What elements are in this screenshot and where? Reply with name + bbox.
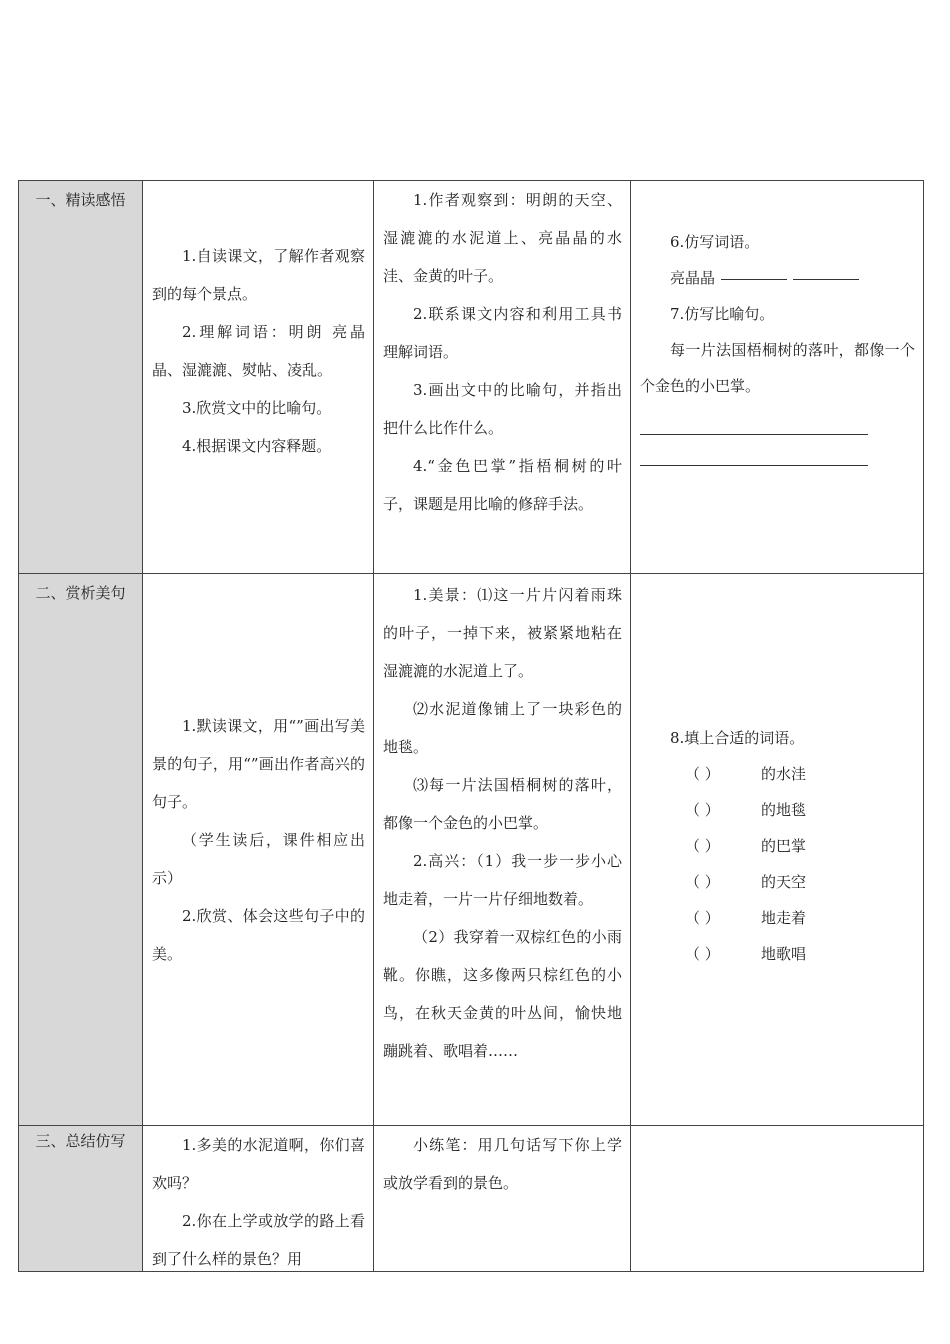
student-answer: 1.作者观察到：明朗的天空、湿漉漉的水泥道上、亮晶晶的水洼、金黄的叶子。 — [383, 191, 622, 285]
teacher-activity-cell — [143, 1126, 374, 1272]
teacher-step: （学生读后，课件相应出示） — [152, 831, 365, 887]
fill-word: 的地毯 — [761, 801, 807, 819]
practice-cell — [631, 1126, 924, 1272]
fill-item — [685, 900, 915, 936]
practice-sentence: 每一片法国梧桐树的落叶，都像一个个金色的小巴掌。 — [640, 341, 915, 395]
fill-parens: （ ） — [685, 765, 720, 783]
stage-label: 一、精读感悟 — [19, 181, 143, 574]
student-answer: 3.画出文中的比喻句，并指出把什么比作什么。 — [383, 381, 622, 437]
row-summary-writing — [19, 1126, 924, 1272]
stage-label: 三、总结仿写 — [19, 1126, 143, 1272]
fill-item — [685, 792, 915, 828]
practice-word: 亮晶晶 — [670, 269, 716, 287]
teacher-step: 3.欣赏文中的比喻句。 — [182, 399, 332, 417]
student-answer: 1.美景：⑴这一片片闪着雨珠的叶子，一掉下来，被紧紧地粘在湿漉漉的水泥道上了。 — [383, 586, 622, 680]
practice-question: 8.填上合适的词语。 — [670, 729, 805, 747]
teacher-step: 1.多美的水泥道啊，你们喜欢吗？ — [152, 1136, 365, 1192]
practice-word-row — [640, 260, 915, 296]
practice-cell — [631, 574, 924, 1126]
answer-line — [640, 414, 868, 435]
student-answer: ⑶每一片法国梧桐树的落叶，都像一个金色的小巴掌。 — [383, 776, 622, 832]
row-close-reading — [19, 181, 924, 574]
student-activity-cell — [374, 1126, 631, 1272]
fill-word: 地走着 — [761, 909, 807, 927]
fill-parens: （ ） — [685, 801, 720, 819]
student-answer: 2.高兴：（1）我一步一步小心地走着，一片一片仔细地数着。 — [383, 852, 622, 908]
fill-word: 的天空 — [761, 873, 807, 891]
stage-label: 二、赏析美句 — [19, 574, 143, 1126]
fill-item — [685, 828, 915, 864]
student-answer: 小练笔：用几句话写下你上学或放学看到的景色。 — [383, 1136, 622, 1192]
student-answer: 4.“金色巴掌”指梧桐树的叶子，课题是用比喻的修辞手法。 — [383, 457, 622, 513]
teacher-step: 1.自读课文，了解作者观察到的每个景点。 — [152, 247, 365, 303]
answer-blank — [721, 279, 787, 280]
teacher-step: 2.你在上学或放学的路上看到了什么样的景色？用 — [152, 1212, 365, 1268]
student-activity-cell — [374, 574, 631, 1126]
row-appreciate-sentences — [19, 574, 924, 1126]
practice-question: 7.仿写比喻句。 — [670, 305, 775, 323]
fill-item — [685, 756, 915, 792]
teacher-step: 4.根据课文内容释题。 — [182, 437, 332, 455]
fill-item — [685, 936, 915, 972]
student-answer: ⑵水泥道像铺上了一块彩色的地毯。 — [383, 700, 622, 756]
answer-line — [640, 445, 868, 466]
student-answer: （2）我穿着一双棕红色的小雨靴。你瞧，这多像两只棕红色的小鸟，在秋天金黄的叶丛间，愉快地蹦跳着、歌唱着…… — [383, 928, 622, 1060]
teacher-step: 1.默读课文，用“”画出写美景的句子，用“”画出作者高兴的句子。 — [152, 717, 365, 811]
fill-word: 的水洼 — [761, 765, 807, 783]
teacher-activity-cell — [143, 574, 374, 1126]
student-activity-cell — [374, 181, 631, 574]
teacher-activity-cell — [143, 181, 374, 574]
student-answer: 2.联系课文内容和利用工具书理解词语。 — [383, 305, 622, 361]
answer-blank — [793, 279, 859, 280]
fill-word: 地歌唱 — [761, 945, 807, 963]
fill-word: 的巴掌 — [761, 837, 807, 855]
teacher-step: 2.欣赏、体会这些句子中的美。 — [152, 907, 365, 963]
lesson-plan-table — [18, 180, 924, 1272]
practice-cell — [631, 181, 924, 574]
fill-parens: （ ） — [685, 909, 720, 927]
fill-parens: （ ） — [685, 873, 720, 891]
teacher-step: 2.理解词语：明朗 亮晶晶、湿漉漉、熨帖、凌乱。 — [152, 323, 365, 379]
practice-question: 6.仿写词语。 — [670, 233, 760, 251]
fill-item — [685, 864, 915, 900]
fill-parens: （ ） — [685, 837, 720, 855]
fill-parens: （ ） — [685, 945, 720, 963]
